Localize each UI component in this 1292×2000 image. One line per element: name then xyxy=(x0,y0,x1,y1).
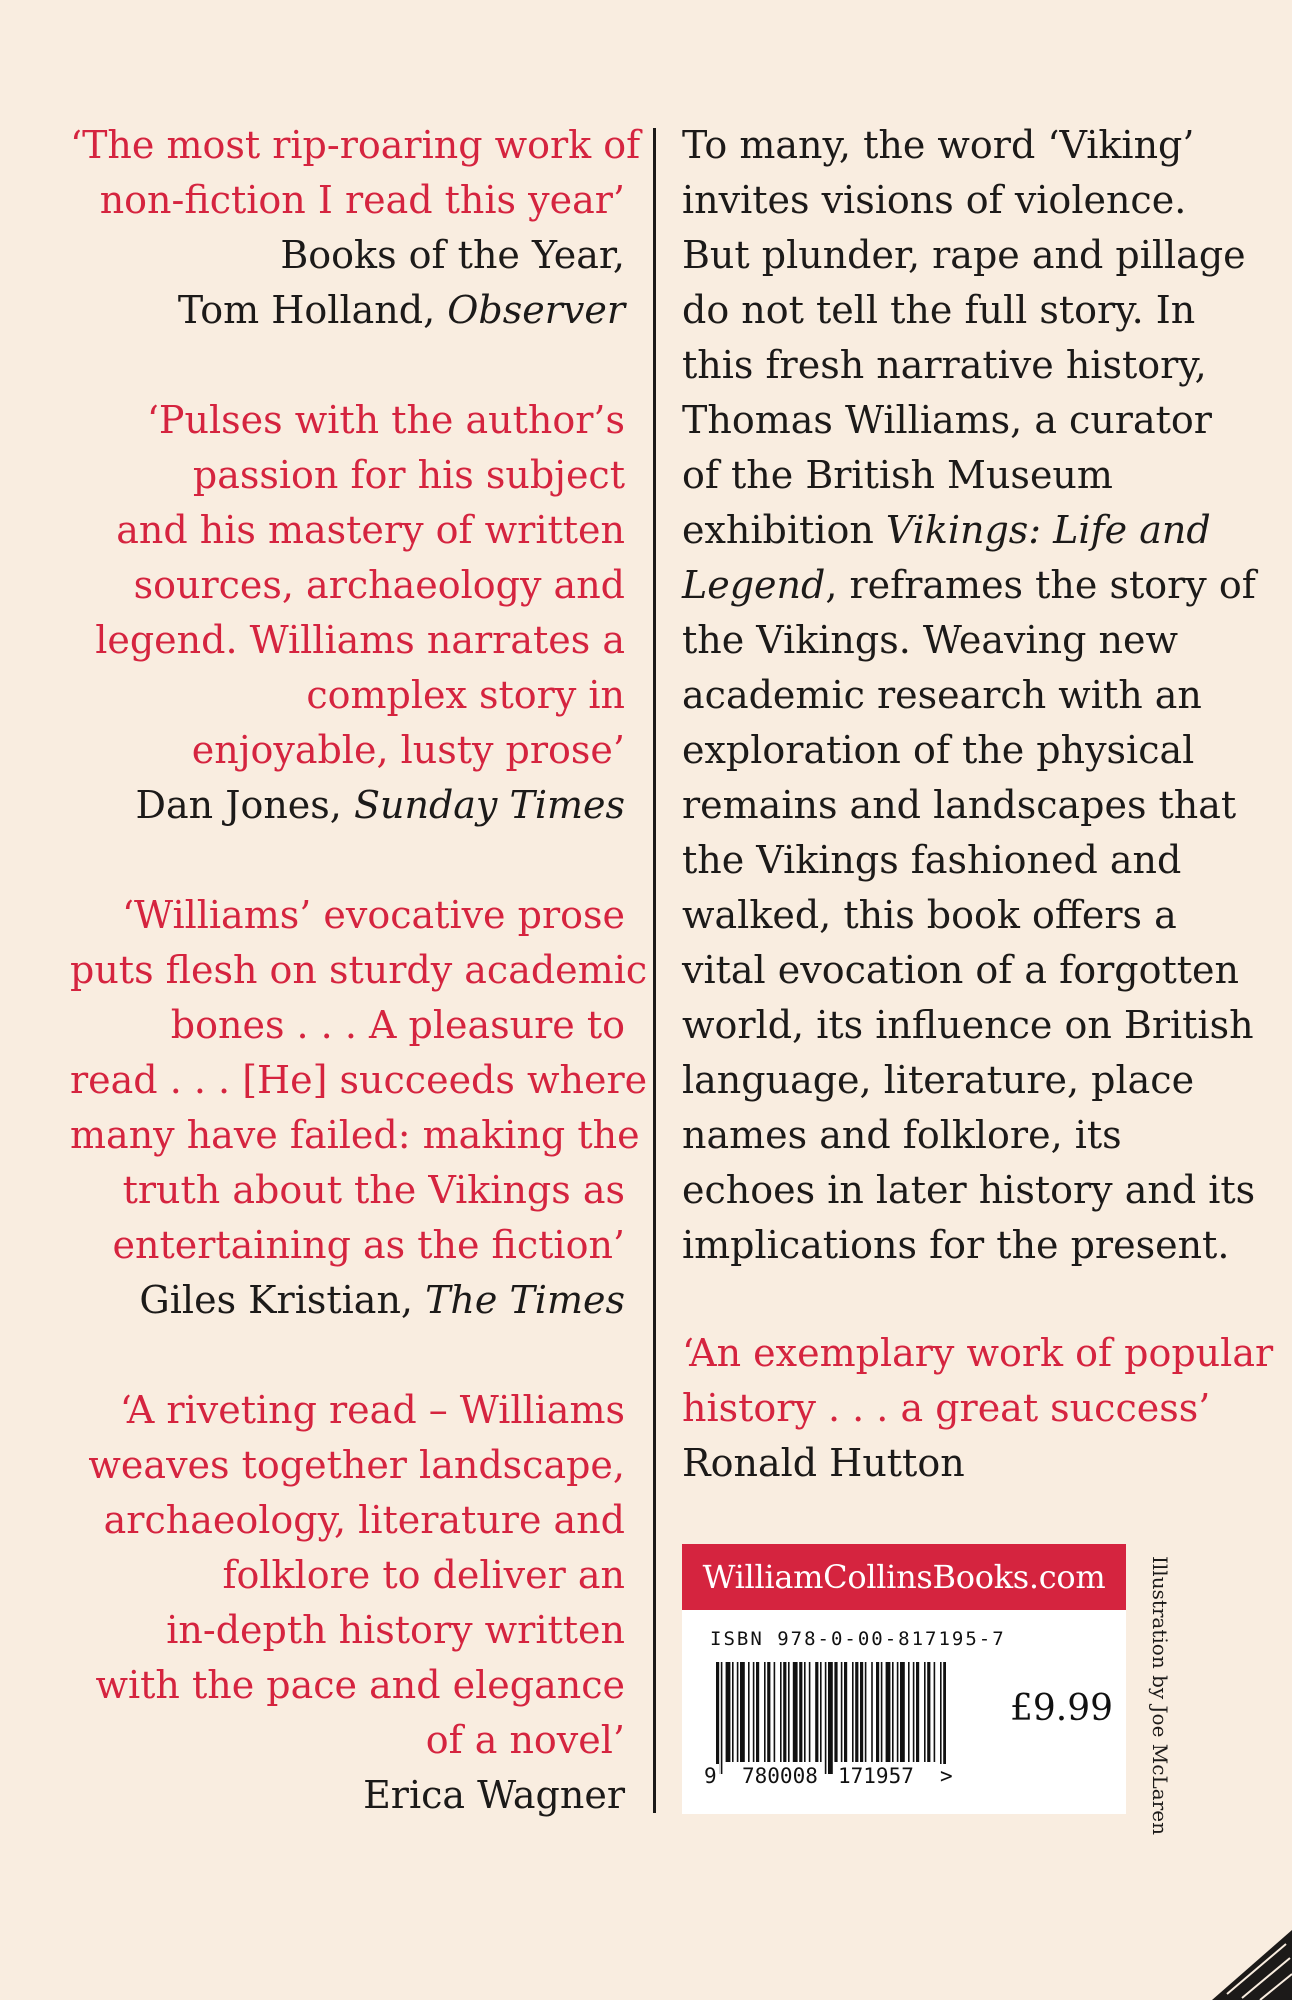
column-divider xyxy=(653,128,656,1813)
quote-text-line: history . . . a great success’ xyxy=(682,1386,1211,1430)
barcode-arrow: > xyxy=(940,1764,953,1788)
review-quote-right xyxy=(682,1326,1274,1491)
barcode-bar xyxy=(737,1662,739,1762)
barcode-bar xyxy=(756,1662,759,1762)
barcode-bar xyxy=(774,1662,776,1762)
barcode-bar xyxy=(934,1662,936,1762)
description-line: Thomas Williams, a curator xyxy=(682,398,1212,442)
barcode-bar xyxy=(780,1662,782,1762)
barcode-bar xyxy=(860,1662,863,1762)
barcode-bar xyxy=(886,1662,891,1762)
barcode-bar xyxy=(740,1662,745,1762)
barcode-bar xyxy=(943,1662,946,1774)
barcode-bar xyxy=(732,1662,734,1762)
quote-text-line: enjoyable, lusty prose’ xyxy=(191,728,625,772)
quote-text-line: many have failed: making the xyxy=(70,1113,640,1157)
barcode-bar xyxy=(927,1662,930,1762)
quote-text-line: ‘Williams’ evocative prose xyxy=(121,893,625,937)
description-line: vital evocation of a forgotten xyxy=(682,948,1239,992)
description-line: this fresh narrative history, xyxy=(682,343,1207,387)
quote-text-line: archaeology, literature and xyxy=(103,1498,625,1542)
barcode-bar xyxy=(716,1662,719,1774)
barcode-bar xyxy=(815,1662,818,1762)
barcode-bar xyxy=(783,1662,786,1762)
exhibition-title: Vikings: Life and xyxy=(885,508,1211,552)
barcode-digit: 9 xyxy=(704,1764,717,1788)
barcode-bar xyxy=(788,1662,790,1762)
barcode-panel xyxy=(682,1610,1126,1814)
review-quote xyxy=(70,888,648,1328)
barcode-bar xyxy=(881,1662,883,1762)
description-line: academic research with an xyxy=(682,673,1202,717)
barcode-image xyxy=(716,1662,946,1774)
quote-text-line: of a novel’ xyxy=(425,1718,625,1762)
quote-text-line: in-depth history written xyxy=(166,1608,625,1652)
barcode-bar xyxy=(820,1662,822,1762)
quote-text-line: and his mastery of written xyxy=(116,508,625,552)
description-line: the Vikings fashioned and xyxy=(682,838,1182,882)
barcode-bar xyxy=(913,1662,915,1762)
quote-text-line: with the pace and elegance xyxy=(95,1663,625,1707)
quote-text-line: weaves together landscape, xyxy=(88,1443,625,1487)
exhibition-title: Legend xyxy=(682,563,826,607)
barcode-bar xyxy=(834,1662,837,1762)
description-line: exhibition Vikings: Life and xyxy=(682,508,1211,552)
quote-attribution: Tom Holland, Observer xyxy=(177,288,625,332)
price-label: £9.99 xyxy=(1010,1688,1114,1729)
barcode-digits: 171957 xyxy=(838,1764,914,1788)
review-quote xyxy=(70,393,625,833)
quote-text-line: read . . . [He] succeeds where xyxy=(70,1058,648,1102)
description-line: implications for the present. xyxy=(682,1223,1230,1267)
barcode-bar xyxy=(897,1662,899,1762)
quote-text-line: ‘Pulses with the author’s xyxy=(146,398,625,442)
quote-text-line: truth about the Vikings as xyxy=(122,1168,625,1212)
barcode-bar xyxy=(764,1662,766,1762)
quote-text-line: non-fiction I read this year’ xyxy=(99,178,625,222)
description-line: exploration of the physical xyxy=(682,728,1195,772)
barcode-digits: 780008 xyxy=(742,1764,818,1788)
illustration-credit: Illustration by Joe McLaren xyxy=(1148,1556,1172,1835)
barcode-bar xyxy=(753,1662,755,1762)
barcode-bar xyxy=(828,1662,833,1774)
book-description xyxy=(682,118,1256,1273)
reviews-column xyxy=(70,118,648,1823)
quote-text-line: ‘A riveting read – Williams xyxy=(119,1388,625,1432)
barcode-bar xyxy=(855,1662,858,1762)
quote-attribution: Books of the Year, xyxy=(280,233,625,277)
review-quote xyxy=(70,1383,625,1823)
barcode-bar xyxy=(924,1662,926,1762)
description-line: walked, this book offers a xyxy=(682,893,1177,937)
barcode-bar xyxy=(916,1662,919,1762)
description-line: But plunder, rape and pillage xyxy=(682,233,1246,277)
quote-attribution: Ronald Hutton xyxy=(682,1441,965,1485)
description-line: invites visions of violence. xyxy=(682,178,1187,222)
corner-illustration xyxy=(1182,1920,1292,2000)
description-line: Legend, reframes the story of xyxy=(682,563,1256,607)
quote-text-line: folklore to deliver an xyxy=(222,1553,625,1597)
barcode-bar xyxy=(940,1662,942,1774)
barcode-bar xyxy=(767,1662,770,1762)
quote-text-line: ‘An exemplary work of popular xyxy=(682,1331,1274,1375)
barcode-bar xyxy=(793,1662,798,1762)
quote-attribution: Erica Wagner xyxy=(363,1773,625,1817)
barcode-bar xyxy=(908,1662,910,1762)
barcode-bar xyxy=(825,1662,827,1774)
barcode-bar xyxy=(844,1662,847,1762)
barcode-bar xyxy=(799,1662,802,1762)
quote-text-line: passion for his subject xyxy=(192,453,625,497)
barcode-bar xyxy=(804,1662,806,1762)
description-line: remains and landscapes that xyxy=(682,783,1237,827)
description-line: of the British Museum xyxy=(682,453,1113,497)
description-line: To many, the word ‘Viking’ xyxy=(682,123,1195,167)
barcode-bar xyxy=(892,1662,894,1762)
isbn-label: ISBN 978-0-00-817195-7 xyxy=(710,1628,1006,1650)
quote-text-line: puts flesh on sturdy academic xyxy=(70,948,648,992)
description-line: names and folklore, its xyxy=(682,1113,1122,1157)
quote-text-line: bones . . . A pleasure to xyxy=(170,1003,625,1047)
publisher-website: WilliamCollinsBooks.com xyxy=(682,1544,1126,1610)
description-line: the Vikings. Weaving new xyxy=(682,618,1178,662)
description-line: language, literature, place xyxy=(682,1058,1195,1102)
description-line: echoes in later history and its xyxy=(682,1168,1256,1212)
barcode-bar xyxy=(900,1662,905,1762)
quote-text-line: legend. Williams narrates a xyxy=(95,618,625,662)
barcode-bar xyxy=(852,1662,854,1762)
quote-text-line: ‘The most rip-roaring work of xyxy=(70,123,641,167)
quote-text-line: entertaining as the fiction’ xyxy=(112,1223,625,1267)
quote-attribution: Dan Jones, Sunday Times xyxy=(135,783,625,827)
quote-attribution: Giles Kristian, The Times xyxy=(139,1278,625,1322)
description-line: world, its influence on British xyxy=(682,1003,1254,1047)
barcode-bar xyxy=(876,1662,879,1762)
barcode-bar xyxy=(726,1662,731,1762)
review-quote xyxy=(70,118,641,338)
barcode-bar xyxy=(721,1662,723,1774)
barcode-bar xyxy=(809,1662,811,1762)
barcode-bar xyxy=(871,1662,873,1762)
barcode-bar xyxy=(865,1662,867,1762)
description-line: do not tell the full story. In xyxy=(682,288,1196,332)
quote-text-line: sources, archaeology and xyxy=(133,563,625,607)
barcode-bar xyxy=(841,1662,843,1762)
quote-text-line: complex story in xyxy=(306,673,625,717)
barcode-bar xyxy=(748,1662,750,1762)
